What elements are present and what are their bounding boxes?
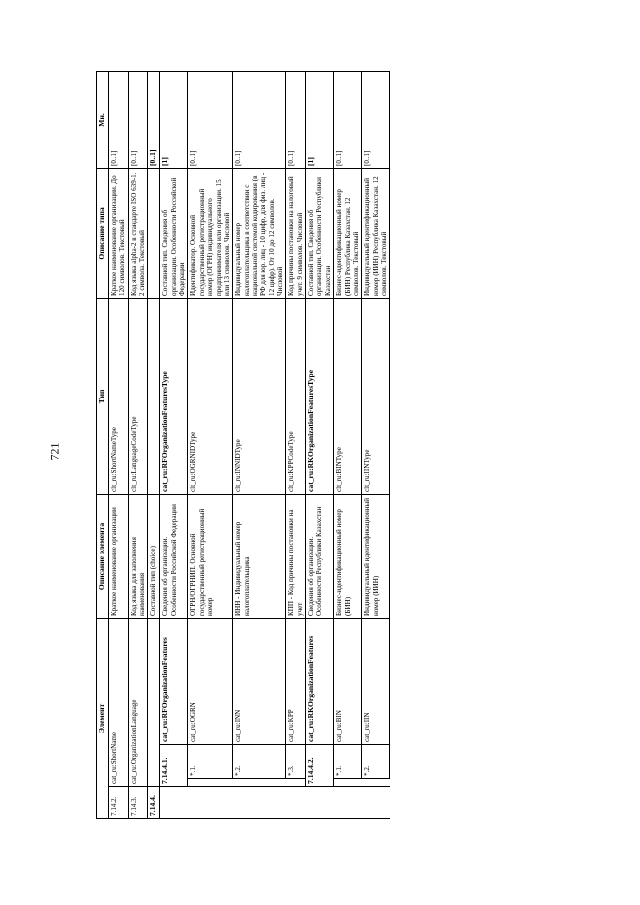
element-type: cat_ru:RFOrganizationFeaturesType <box>160 298 188 494</box>
indent-cell <box>362 779 390 787</box>
multiplicity: [0..1] <box>128 71 148 168</box>
table-row <box>306 71 334 818</box>
indent-cell <box>160 787 188 819</box>
type-description: Код причины постановки на налоговый учет. 9 символов. Числовой <box>286 168 306 298</box>
page-number: 721 <box>47 442 62 461</box>
element-description: Сведения об организации. Особенности Российской Федерации <box>160 494 188 618</box>
element-name: cat_ru:OrganizationLanguage <box>128 618 148 786</box>
element-type <box>148 298 160 494</box>
header-multiplicity: Мн. <box>97 71 109 168</box>
row-number: *.2. <box>362 745 390 779</box>
table-row <box>188 71 233 818</box>
element-type: clt_ru:LanguageCodeType <box>128 298 148 494</box>
element-name: cat_ru:INN <box>233 618 286 744</box>
element-description: Индивидуальный идентификационный номер (ИИН) <box>362 494 390 618</box>
type-description: Краткое наименование организации. До 120 символов. Текстовый <box>108 168 128 298</box>
element-type: clt_ru:INNIDType <box>233 298 286 494</box>
table-row <box>233 71 286 818</box>
element-description: ИНН - Индивидуальный номер налогоплательщика <box>233 494 286 618</box>
indent-cell <box>362 787 390 819</box>
indent-cell <box>334 787 362 819</box>
header-row <box>97 71 109 818</box>
element-description: Код языка для заполнения наименования <box>128 494 148 618</box>
type-description <box>148 168 160 298</box>
indent-cell <box>188 779 233 787</box>
multiplicity: [0..1] <box>334 71 362 168</box>
type-description: Бизнес-идентификационный номер (БИН) Республика Казахстан. 12 символов. Текстовый <box>334 168 362 298</box>
type-description: Индивидуальный идентификационный номер (ИИН) Республика Казахстан. 12 символов. Текстовый <box>362 168 390 298</box>
element-name: cat_ru:BIN <box>334 618 362 744</box>
indent-cell <box>286 779 306 787</box>
header-description: Описание элемента <box>97 494 109 618</box>
indent-cell <box>306 787 334 819</box>
element-type: clt_ru:BINType <box>334 298 362 494</box>
row-number: *.1. <box>188 745 233 779</box>
multiplicity: [0..1] <box>188 71 233 168</box>
type-description: Составной тип. Сведения об организации. Особенности Республики Казахстан <box>306 168 334 298</box>
header-type-description: Описание типа <box>97 168 109 298</box>
multiplicity: [0..1] <box>148 71 160 168</box>
elements-table <box>96 71 390 819</box>
multiplicity: [0..1] <box>108 71 128 168</box>
element-description: Составной тип (choice) <box>148 494 160 618</box>
multiplicity: [0..1] <box>233 71 286 168</box>
element-type: cat_ru:RKOrganizationFeaturesType <box>306 298 334 494</box>
row-number: *.2. <box>233 745 286 779</box>
multiplicity: [1] <box>306 71 334 168</box>
table-row <box>108 71 128 818</box>
row-number: 7.14.4. <box>148 787 160 819</box>
element-name: cat_ru:IIN <box>362 618 390 744</box>
table-row <box>286 71 306 818</box>
header-element: Элемент <box>97 618 109 818</box>
multiplicity: [0..1] <box>286 71 306 168</box>
element-type: clt_ru:OGRNIDType <box>188 298 233 494</box>
indent-cell <box>334 779 362 787</box>
element-type: clt_ru:KPPCodeType <box>286 298 306 494</box>
type-description: Идентификатор. Основной государственный регистрационный номер (ОГРН) индивидуального предпринимателя или организации. 15 или 13 символов. Числовой <box>188 168 233 298</box>
multiplicity: [1] <box>160 71 188 168</box>
element-description: КПП - Код причины постановки на учет <box>286 494 306 618</box>
row-number: 7.14.4.2. <box>306 745 334 787</box>
table-row <box>148 71 160 818</box>
element-name: cat_ru:RFOrganizationFeatures <box>160 618 188 744</box>
rotated-table-container <box>96 72 536 819</box>
element-name: cat_ru:RKOrganizationFeatures <box>306 618 334 744</box>
element-name: cat_ru:KPP <box>286 618 306 744</box>
type-description: Составной тип. Сведения об организации. Особенности Российской Федерации <box>160 168 188 298</box>
element-name: cat_ru:ShortName <box>108 618 128 786</box>
table-row <box>128 71 148 818</box>
row-number: 7.14.3. <box>128 787 148 819</box>
element-description: Сведения об организации. Особенности Республики Казахстан <box>306 494 334 618</box>
element-name <box>148 618 160 786</box>
indent-cell <box>233 779 286 787</box>
element-name: cat_ru:OGRN <box>188 618 233 744</box>
table-body <box>108 71 389 818</box>
type-description: Индивидуальный номер налогоплательщика в соответствии с национальной системой кодирования (в РФ для юр. лиц - 10 цифр, для физ. лиц - 12 цифр). От 10 до 12 символов. Числовой <box>233 168 286 298</box>
indent-cell <box>233 787 286 819</box>
element-description: Бизнес-идентификационный номер (БИН) <box>334 494 362 618</box>
element-type: clt_ru:ShortNameType <box>108 298 128 494</box>
element-type: clt_ru:IINType <box>362 298 390 494</box>
row-number: *.3. <box>286 745 306 779</box>
multiplicity: [0..1] <box>362 71 390 168</box>
indent-cell <box>286 787 306 819</box>
row-number: 7.14.2. <box>108 787 128 819</box>
row-number: *.1. <box>334 745 362 779</box>
header-type: Тип <box>97 298 109 494</box>
type-description: Код языка alpha-2 в стандарте ISO 639-1. 2 символа. Текстовый <box>128 168 148 298</box>
table-row <box>334 71 362 818</box>
row-number: 7.14.4.1. <box>160 745 188 787</box>
element-description: Краткое наименование организации <box>108 494 128 618</box>
indent-cell <box>188 787 233 819</box>
table-row <box>362 71 390 818</box>
element-description: ОГРН/ОГРНИП. Основной государственный регистрационный номер <box>188 494 233 618</box>
table-row <box>160 71 188 818</box>
